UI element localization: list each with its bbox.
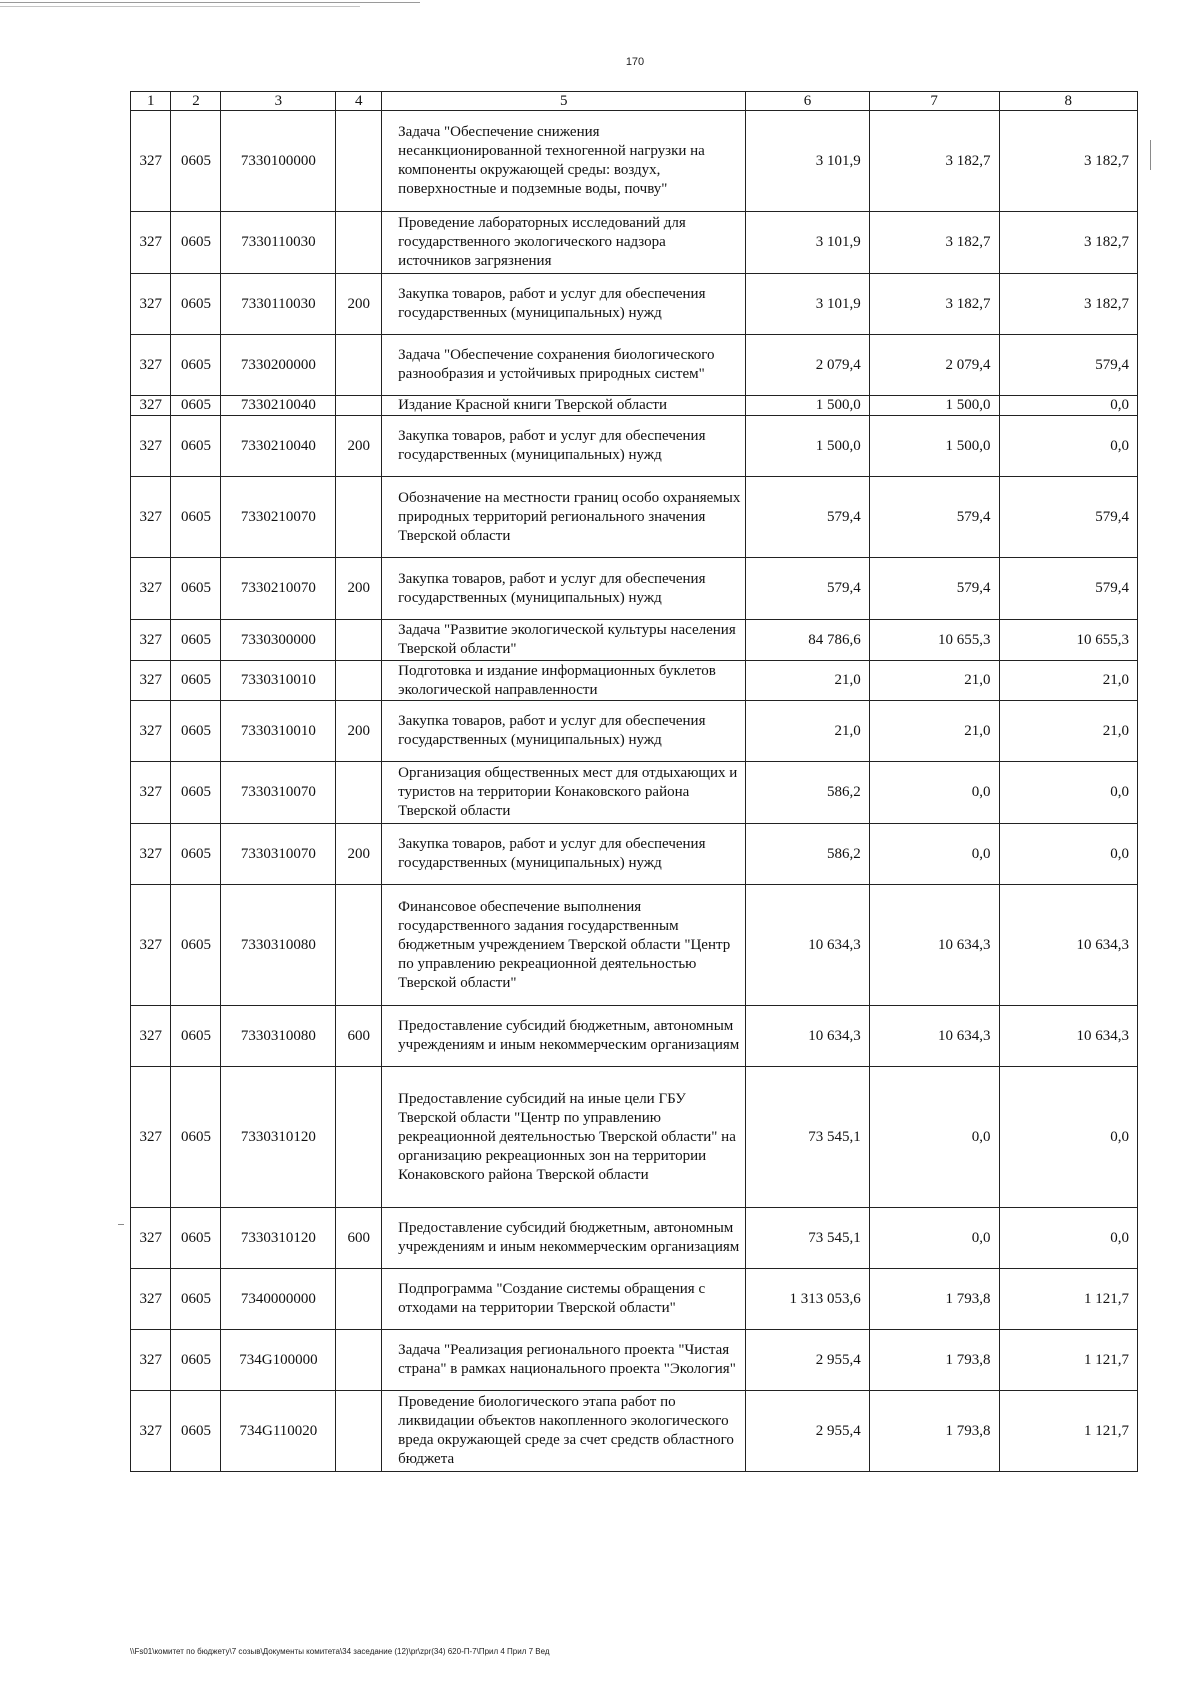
cell-ministry-code: 327 xyxy=(131,477,171,558)
table-row xyxy=(131,661,1138,701)
column-header: 8 xyxy=(999,92,1137,111)
cell-description: Задача "Развитие экологической культуры населения Тверской области" xyxy=(382,620,746,661)
cell-amount-col6: 1 500,0 xyxy=(746,396,869,416)
cell-section-code: 0605 xyxy=(171,824,221,885)
cell-amount-col8: 579,4 xyxy=(999,335,1137,396)
cell-amount-col6: 2 079,4 xyxy=(746,335,869,396)
table-row xyxy=(131,274,1138,335)
cell-description: Закупка товаров, работ и услуг для обеспечения государственных (муниципальных) нужд xyxy=(382,824,746,885)
cell-amount-col6: 10 634,3 xyxy=(746,885,869,1006)
cell-target-article: 734G110020 xyxy=(221,1391,336,1472)
cell-amount-col6: 1 313 053,6 xyxy=(746,1269,869,1330)
cell-description: Издание Красной книги Тверской области xyxy=(382,396,746,416)
cell-amount-col7: 1 793,8 xyxy=(869,1269,999,1330)
cell-amount-col6: 3 101,9 xyxy=(746,212,869,274)
cell-description: Финансовое обеспечение выполнения государственного задания государственным бюджетным учреждением Тверской области "Центр по управлению рекреационной деятельностью Тверской области" xyxy=(382,885,746,1006)
table-row xyxy=(131,111,1138,212)
cell-section-code: 0605 xyxy=(171,416,221,477)
cell-expense-type: 200 xyxy=(336,274,382,335)
column-header: 5 xyxy=(382,92,746,111)
table-row xyxy=(131,1391,1138,1472)
cell-amount-col6: 1 500,0 xyxy=(746,416,869,477)
cell-section-code: 0605 xyxy=(171,477,221,558)
cell-amount-col6: 3 101,9 xyxy=(746,274,869,335)
cell-amount-col7: 21,0 xyxy=(869,701,999,762)
cell-description: Задача "Реализация регионального проекта "Чистая страна" в рамках национального проекта "Экология" xyxy=(382,1330,746,1391)
cell-expense-type xyxy=(336,885,382,1006)
cell-expense-type xyxy=(336,1269,382,1330)
cell-expense-type xyxy=(336,1391,382,1472)
cell-amount-col6: 73 545,1 xyxy=(746,1067,869,1208)
cell-expense-type: 600 xyxy=(336,1208,382,1269)
table-row xyxy=(131,1269,1138,1330)
scan-speck xyxy=(1150,140,1151,170)
table-row xyxy=(131,212,1138,274)
table-row xyxy=(131,396,1138,416)
cell-amount-col8: 10 655,3 xyxy=(999,620,1137,661)
cell-target-article: 7330100000 xyxy=(221,111,336,212)
cell-expense-type: 200 xyxy=(336,824,382,885)
table-row xyxy=(131,1067,1138,1208)
table-row xyxy=(131,416,1138,477)
cell-section-code: 0605 xyxy=(171,1006,221,1067)
cell-target-article: 7330210040 xyxy=(221,396,336,416)
table-row xyxy=(131,824,1138,885)
cell-section-code: 0605 xyxy=(171,396,221,416)
cell-amount-col8: 579,4 xyxy=(999,558,1137,620)
cell-amount-col6: 2 955,4 xyxy=(746,1391,869,1472)
cell-amount-col6: 21,0 xyxy=(746,701,869,762)
cell-amount-col6: 586,2 xyxy=(746,824,869,885)
cell-amount-col8: 1 121,7 xyxy=(999,1269,1137,1330)
column-header: 4 xyxy=(336,92,382,111)
cell-target-article: 734G100000 xyxy=(221,1330,336,1391)
cell-amount-col7: 1 793,8 xyxy=(869,1391,999,1472)
column-header: 7 xyxy=(869,92,999,111)
cell-amount-col7: 21,0 xyxy=(869,661,999,701)
cell-amount-col8: 0,0 xyxy=(999,1067,1137,1208)
cell-section-code: 0605 xyxy=(171,1391,221,1472)
cell-ministry-code: 327 xyxy=(131,620,171,661)
cell-description: Закупка товаров, работ и услуг для обеспечения государственных (муниципальных) нужд xyxy=(382,701,746,762)
cell-amount-col6: 2 955,4 xyxy=(746,1330,869,1391)
cell-target-article: 7330310080 xyxy=(221,1006,336,1067)
cell-amount-col7: 2 079,4 xyxy=(869,335,999,396)
cell-amount-col8: 0,0 xyxy=(999,416,1137,477)
cell-target-article: 7330200000 xyxy=(221,335,336,396)
cell-section-code: 0605 xyxy=(171,701,221,762)
budget-table xyxy=(130,91,1138,1472)
cell-expense-type: 200 xyxy=(336,701,382,762)
cell-expense-type: 600 xyxy=(336,1006,382,1067)
cell-amount-col7: 0,0 xyxy=(869,1067,999,1208)
table-row xyxy=(131,335,1138,396)
cell-expense-type xyxy=(336,1067,382,1208)
cell-expense-type xyxy=(336,396,382,416)
cell-amount-col7: 0,0 xyxy=(869,824,999,885)
cell-description: Предоставление субсидий на иные цели ГБУ Тверской области "Центр по управлению рекреационной деятельностью Тверской области" на организацию рекреационных зон на территории Конаковского района Тверской области xyxy=(382,1067,746,1208)
table-row xyxy=(131,620,1138,661)
cell-section-code: 0605 xyxy=(171,661,221,701)
table-row xyxy=(131,558,1138,620)
cell-amount-col8: 10 634,3 xyxy=(999,885,1137,1006)
file-path-footer: \\Fs01\комитет по бюджету\7 созыв\Документы комитета\34 заседание (12)\pr\zpr(34) 620-П-7\Прил 4 Прил 7 Вед xyxy=(130,1647,550,1656)
column-header: 1 xyxy=(131,92,171,111)
cell-amount-col8: 0,0 xyxy=(999,824,1137,885)
cell-ministry-code: 327 xyxy=(131,558,171,620)
cell-target-article: 7330310120 xyxy=(221,1208,336,1269)
cell-ministry-code: 327 xyxy=(131,396,171,416)
cell-ministry-code: 327 xyxy=(131,1067,171,1208)
cell-amount-col8: 0,0 xyxy=(999,1208,1137,1269)
cell-amount-col7: 10 634,3 xyxy=(869,885,999,1006)
cell-description: Предоставление субсидий бюджетным, автономным учреждениям и иным некоммерческим организациям xyxy=(382,1006,746,1067)
cell-target-article: 7340000000 xyxy=(221,1269,336,1330)
cell-section-code: 0605 xyxy=(171,885,221,1006)
cell-section-code: 0605 xyxy=(171,1067,221,1208)
cell-amount-col7: 1 500,0 xyxy=(869,396,999,416)
cell-section-code: 0605 xyxy=(171,274,221,335)
cell-amount-col7: 3 182,7 xyxy=(869,212,999,274)
cell-ministry-code: 327 xyxy=(131,701,171,762)
cell-expense-type xyxy=(336,620,382,661)
cell-amount-col7: 0,0 xyxy=(869,1208,999,1269)
cell-section-code: 0605 xyxy=(171,335,221,396)
cell-amount-col6: 3 101,9 xyxy=(746,111,869,212)
cell-amount-col8: 1 121,7 xyxy=(999,1391,1137,1472)
cell-amount-col6: 579,4 xyxy=(746,558,869,620)
cell-section-code: 0605 xyxy=(171,111,221,212)
cell-ministry-code: 327 xyxy=(131,824,171,885)
cell-amount-col7: 1 500,0 xyxy=(869,416,999,477)
cell-ministry-code: 327 xyxy=(131,111,171,212)
cell-expense-type xyxy=(336,477,382,558)
cell-amount-col8: 10 634,3 xyxy=(999,1006,1137,1067)
cell-description: Закупка товаров, работ и услуг для обеспечения государственных (муниципальных) нужд xyxy=(382,558,746,620)
cell-ministry-code: 327 xyxy=(131,335,171,396)
cell-target-article: 7330310010 xyxy=(221,701,336,762)
table-row xyxy=(131,885,1138,1006)
cell-amount-col8: 1 121,7 xyxy=(999,1330,1137,1391)
cell-expense-type: 200 xyxy=(336,558,382,620)
cell-amount-col8: 3 182,7 xyxy=(999,274,1137,335)
column-header: 6 xyxy=(746,92,869,111)
table-row xyxy=(131,1208,1138,1269)
cell-amount-col6: 586,2 xyxy=(746,762,869,824)
table-header-row xyxy=(131,92,1138,111)
cell-description: Подготовка и издание информационных буклетов экологической направленности xyxy=(382,661,746,701)
cell-description: Подпрограмма "Создание системы обращения с отходами на территории Тверской области" xyxy=(382,1269,746,1330)
cell-section-code: 0605 xyxy=(171,212,221,274)
cell-ministry-code: 327 xyxy=(131,1269,171,1330)
cell-description: Проведение лабораторных исследований для государственного экологического надзора источников загрязнения xyxy=(382,212,746,274)
cell-amount-col7: 3 182,7 xyxy=(869,274,999,335)
cell-expense-type xyxy=(336,762,382,824)
cell-expense-type xyxy=(336,661,382,701)
cell-section-code: 0605 xyxy=(171,1269,221,1330)
cell-target-article: 7330310120 xyxy=(221,1067,336,1208)
cell-section-code: 0605 xyxy=(171,762,221,824)
scan-edge-line xyxy=(0,2,420,3)
table-row xyxy=(131,762,1138,824)
table-row xyxy=(131,1006,1138,1067)
cell-expense-type xyxy=(336,335,382,396)
cell-description: Задача "Обеспечение снижения несанкционированной техногенной нагрузки на компоненты окружающей среды: воздух, поверхностные и подземные воды, почву" xyxy=(382,111,746,212)
cell-ministry-code: 327 xyxy=(131,885,171,1006)
cell-ministry-code: 327 xyxy=(131,212,171,274)
cell-amount-col7: 579,4 xyxy=(869,558,999,620)
cell-target-article: 7330310070 xyxy=(221,762,336,824)
cell-amount-col6: 579,4 xyxy=(746,477,869,558)
cell-expense-type: 200 xyxy=(336,416,382,477)
cell-amount-col6: 73 545,1 xyxy=(746,1208,869,1269)
cell-description: Задача "Обеспечение сохранения биологического разнообразия и устойчивых природных систем" xyxy=(382,335,746,396)
cell-description: Предоставление субсидий бюджетным, автономным учреждениям и иным некоммерческим организациям xyxy=(382,1208,746,1269)
cell-description: Организация общественных мест для отдыхающих и туристов на территории Конаковского района Тверской области xyxy=(382,762,746,824)
cell-expense-type xyxy=(336,212,382,274)
cell-target-article: 7330210070 xyxy=(221,477,336,558)
cell-ministry-code: 327 xyxy=(131,661,171,701)
table-row xyxy=(131,701,1138,762)
cell-expense-type xyxy=(336,111,382,212)
cell-amount-col8: 3 182,7 xyxy=(999,212,1137,274)
cell-amount-col8: 0,0 xyxy=(999,396,1137,416)
cell-expense-type xyxy=(336,1330,382,1391)
cell-target-article: 7330210040 xyxy=(221,416,336,477)
cell-ministry-code: 327 xyxy=(131,762,171,824)
cell-section-code: 0605 xyxy=(171,1330,221,1391)
table-row xyxy=(131,477,1138,558)
cell-amount-col6: 10 634,3 xyxy=(746,1006,869,1067)
cell-description: Проведение биологического этапа работ по ликвидации объектов накопленного экологического вреда окружающей среде за счет средств областного бюджета xyxy=(382,1391,746,1472)
cell-amount-col6: 21,0 xyxy=(746,661,869,701)
cell-description: Закупка товаров, работ и услуг для обеспечения государственных (муниципальных) нужд xyxy=(382,274,746,335)
cell-amount-col7: 0,0 xyxy=(869,762,999,824)
cell-amount-col6: 84 786,6 xyxy=(746,620,869,661)
cell-ministry-code: 327 xyxy=(131,274,171,335)
cell-ministry-code: 327 xyxy=(131,1330,171,1391)
cell-section-code: 0605 xyxy=(171,1208,221,1269)
cell-amount-col7: 3 182,7 xyxy=(869,111,999,212)
cell-amount-col8: 579,4 xyxy=(999,477,1137,558)
cell-section-code: 0605 xyxy=(171,620,221,661)
scan-speck xyxy=(118,1224,124,1225)
cell-amount-col8: 3 182,7 xyxy=(999,111,1137,212)
cell-amount-col7: 10 634,3 xyxy=(869,1006,999,1067)
cell-ministry-code: 327 xyxy=(131,416,171,477)
cell-amount-col8: 21,0 xyxy=(999,701,1137,762)
cell-amount-col7: 1 793,8 xyxy=(869,1330,999,1391)
scan-edge-line xyxy=(0,6,360,7)
cell-target-article: 7330310070 xyxy=(221,824,336,885)
cell-ministry-code: 327 xyxy=(131,1208,171,1269)
cell-target-article: 7330110030 xyxy=(221,274,336,335)
cell-section-code: 0605 xyxy=(171,558,221,620)
cell-target-article: 7330310010 xyxy=(221,661,336,701)
table-row xyxy=(131,1330,1138,1391)
cell-target-article: 7330300000 xyxy=(221,620,336,661)
column-header: 3 xyxy=(221,92,336,111)
column-header: 2 xyxy=(171,92,221,111)
cell-description: Закупка товаров, работ и услуг для обеспечения государственных (муниципальных) нужд xyxy=(382,416,746,477)
cell-target-article: 7330210070 xyxy=(221,558,336,620)
cell-ministry-code: 327 xyxy=(131,1391,171,1472)
cell-amount-col7: 10 655,3 xyxy=(869,620,999,661)
cell-target-article: 7330310080 xyxy=(221,885,336,1006)
cell-amount-col8: 0,0 xyxy=(999,762,1137,824)
cell-amount-col7: 579,4 xyxy=(869,477,999,558)
cell-amount-col8: 21,0 xyxy=(999,661,1137,701)
cell-target-article: 7330110030 xyxy=(221,212,336,274)
cell-description: Обозначение на местности границ особо охраняемых природных территорий регионального значения Тверской области xyxy=(382,477,746,558)
page-number: 170 xyxy=(625,56,645,68)
cell-ministry-code: 327 xyxy=(131,1006,171,1067)
